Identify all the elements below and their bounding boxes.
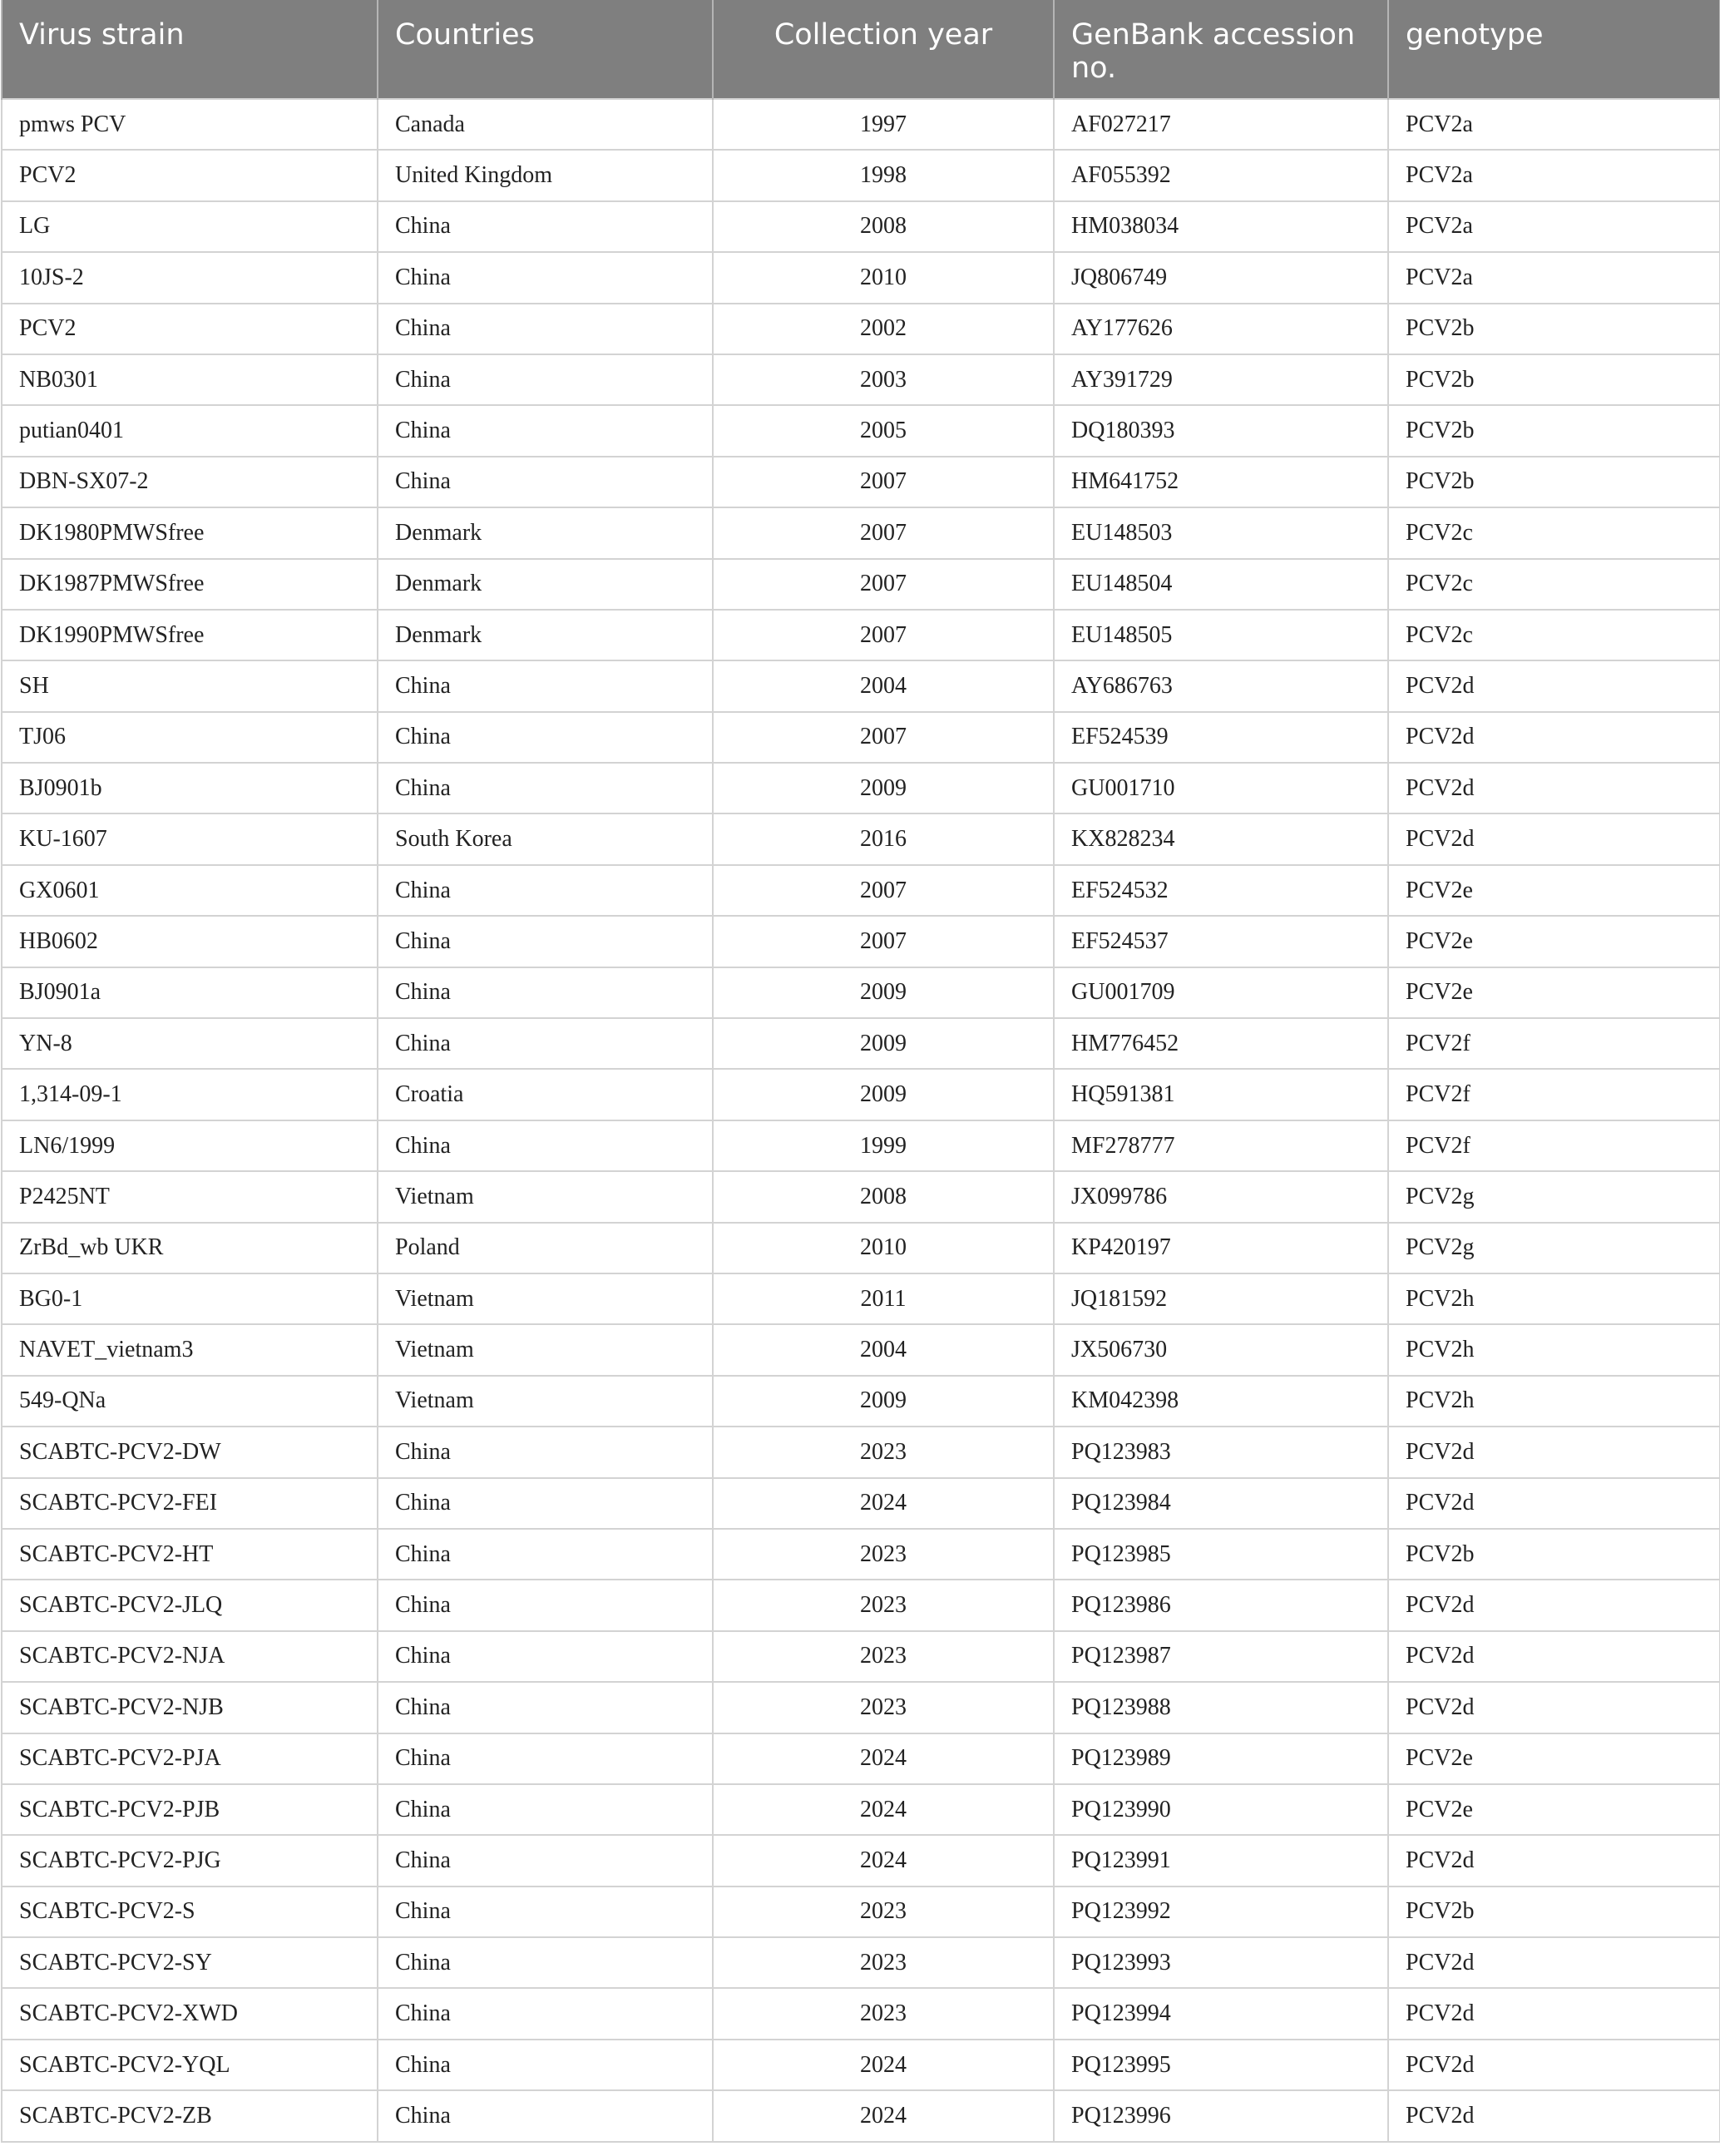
table-row [2,304,1720,354]
genotype-cell: PCV2b [1388,354,1720,405]
table-row [2,1988,1720,2039]
country-cell: China [378,865,713,916]
genbank-accession-cell: EF524539 [1054,712,1388,763]
country-cell: China [378,1988,713,2039]
table-row [2,405,1720,456]
collection-year-cell: 2023 [713,1682,1054,1733]
country-cell: Denmark [378,559,713,610]
collection-year-cell: 2023 [713,1886,1054,1937]
genbank-accession-cell: JX099786 [1054,1171,1388,1222]
country-cell: Vietnam [378,1171,713,1222]
collection-year-cell: 2016 [713,813,1054,864]
genotype-cell: PCV2b [1388,457,1720,507]
country-cell: China [378,252,713,303]
genbank-accession-cell: HM776452 [1054,1018,1388,1069]
genbank-accession-cell: KP420197 [1054,1223,1388,1273]
table-row [2,1376,1720,1427]
collection-year-cell: 2005 [713,405,1054,456]
virus-strain-cell: YN-8 [2,1018,378,1069]
country-cell: South Korea [378,813,713,864]
virus-strain-cell: DK1990PMWSfree [2,610,378,660]
genotype-cell: PCV2d [1388,1427,1720,1477]
collection-year-cell: 2007 [713,916,1054,967]
genbank-accession-cell: HQ591381 [1054,1069,1388,1120]
genbank-accession-cell: PQ123989 [1054,1733,1388,1784]
genbank-accession-cell: PQ123987 [1054,1631,1388,1682]
genotype-cell: PCV2f [1388,1069,1720,1120]
virus-strain-cell: P2425NT [2,1171,378,1222]
genotype-cell: PCV2d [1388,813,1720,864]
collection-year-cell: 2023 [713,1529,1054,1580]
collection-year-cell: 2023 [713,1937,1054,1988]
virus-strain-cell: SCABTC-PCV2-PJA [2,1733,378,1784]
genbank-accession-cell: JQ806749 [1054,252,1388,303]
genotype-cell: PCV2d [1388,1682,1720,1733]
genbank-accession-cell: HM038034 [1054,201,1388,252]
header-genbank-accession: GenBank accession no. [1054,0,1388,99]
table-row [2,660,1720,711]
virus-strain-cell: LG [2,201,378,252]
genbank-accession-cell: PQ123995 [1054,2040,1388,2090]
collection-year-cell: 2003 [713,354,1054,405]
table-row [2,99,1720,150]
header-collection-year: Collection year [713,0,1054,99]
collection-year-cell: 2024 [713,1733,1054,1784]
virus-strain-cell: SH [2,660,378,711]
table-row [2,457,1720,507]
collection-year-cell: 2009 [713,763,1054,813]
country-cell: Vietnam [378,1324,713,1375]
genotype-cell: PCV2c [1388,610,1720,660]
table-row [2,916,1720,967]
genotype-cell: PCV2h [1388,1376,1720,1427]
genotype-cell: PCV2a [1388,201,1720,252]
virus-strain-cell: SCABTC-PCV2-SY [2,1937,378,1988]
genbank-accession-cell: PQ123993 [1054,1937,1388,1988]
genbank-accession-cell: PQ123988 [1054,1682,1388,1733]
country-cell: China [378,763,713,813]
table-row [2,1835,1720,1886]
table-row [2,1324,1720,1375]
country-cell: Vietnam [378,1273,713,1324]
genotype-cell: PCV2e [1388,1784,1720,1835]
genotype-cell: PCV2e [1388,967,1720,1018]
collection-year-cell: 2024 [713,2040,1054,2090]
table-row [2,1682,1720,1733]
genbank-accession-cell: JQ181592 [1054,1273,1388,1324]
collection-year-cell: 2009 [713,1069,1054,1120]
virus-strain-cell: SCABTC-PCV2-NJA [2,1631,378,1682]
country-cell: China [378,405,713,456]
genotype-cell: PCV2f [1388,1018,1720,1069]
virus-strain-cell: DK1980PMWSfree [2,507,378,558]
collection-year-cell: 2009 [713,1018,1054,1069]
virus-strain-cell: SCABTC-PCV2-JLQ [2,1580,378,1630]
table-row [2,2090,1720,2141]
virus-strain-cell: LN6/1999 [2,1120,378,1171]
table-row [2,2040,1720,2090]
country-cell: Canada [378,99,713,150]
virus-strain-cell: DK1987PMWSfree [2,559,378,610]
genbank-accession-cell: GU001709 [1054,967,1388,1018]
virus-strain-cell: PCV2 [2,150,378,200]
table-row [2,1223,1720,1273]
genotype-cell: PCV2a [1388,252,1720,303]
genbank-accession-cell: KM042398 [1054,1376,1388,1427]
genbank-accession-cell: EF524537 [1054,916,1388,967]
country-cell: China [378,1580,713,1630]
genotype-cell: PCV2a [1388,99,1720,150]
collection-year-cell: 2024 [713,2090,1054,2141]
genbank-accession-cell: EF524532 [1054,865,1388,916]
genotype-cell: PCV2c [1388,559,1720,610]
virus-strain-table [1,0,1720,2143]
table-row [2,1580,1720,1630]
country-cell: China [378,712,713,763]
table-row [2,507,1720,558]
table-row [2,559,1720,610]
table-row [2,354,1720,405]
genbank-accession-cell: AY391729 [1054,354,1388,405]
table-row [2,1784,1720,1835]
collection-year-cell: 2009 [713,1376,1054,1427]
genotype-cell: PCV2d [1388,2040,1720,2090]
country-cell: China [378,916,713,967]
table-row [2,1478,1720,1529]
country-cell: China [378,304,713,354]
header-virus-strain: Virus strain [2,0,378,99]
table-row [2,1069,1720,1120]
table-row [2,150,1720,200]
collection-year-cell: 2024 [713,1478,1054,1529]
virus-strain-cell: SCABTC-PCV2-YQL [2,2040,378,2090]
collection-year-cell: 2024 [713,1835,1054,1886]
genotype-cell: PCV2d [1388,712,1720,763]
virus-strain-cell: BG0-1 [2,1273,378,1324]
table-body [2,99,1720,2142]
country-cell: China [378,1682,713,1733]
table-row [2,1171,1720,1222]
collection-year-cell: 2004 [713,660,1054,711]
virus-strain-cell: pmws PCV [2,99,378,150]
country-cell: Croatia [378,1069,713,1120]
country-cell: China [378,1733,713,1784]
virus-strain-cell: SCABTC-PCV2-HT [2,1529,378,1580]
table-row [2,1120,1720,1171]
table-row [2,967,1720,1018]
genotype-cell: PCV2g [1388,1171,1720,1222]
table-row [2,813,1720,864]
collection-year-cell: 2008 [713,1171,1054,1222]
genotype-cell: PCV2b [1388,304,1720,354]
header-row [2,0,1720,99]
virus-strain-cell: PCV2 [2,304,378,354]
genbank-accession-cell: AF055392 [1054,150,1388,200]
collection-year-cell: 2007 [713,712,1054,763]
country-cell: Vietnam [378,1376,713,1427]
country-cell: China [378,1886,713,1937]
virus-strain-cell: 549-QNa [2,1376,378,1427]
genbank-accession-cell: PQ123992 [1054,1886,1388,1937]
collection-year-cell: 2010 [713,252,1054,303]
virus-strain-cell: 1,314-09-1 [2,1069,378,1120]
country-cell: China [378,1835,713,1886]
genbank-accession-cell: PQ123990 [1054,1784,1388,1835]
genbank-accession-cell: AF027217 [1054,99,1388,150]
country-cell: China [378,354,713,405]
genotype-cell: PCV2c [1388,507,1720,558]
collection-year-cell: 2010 [713,1223,1054,1273]
genbank-accession-cell: JX506730 [1054,1324,1388,1375]
genbank-accession-cell: EU148505 [1054,610,1388,660]
genotype-cell: PCV2d [1388,763,1720,813]
country-cell: Denmark [378,610,713,660]
virus-strain-cell: putian0401 [2,405,378,456]
country-cell: Poland [378,1223,713,1273]
genbank-accession-cell: DQ180393 [1054,405,1388,456]
country-cell: China [378,1784,713,1835]
collection-year-cell: 2007 [713,507,1054,558]
genbank-accession-cell: PQ123991 [1054,1835,1388,1886]
country-cell: China [378,2090,713,2141]
virus-strain-cell: SCABTC-PCV2-DW [2,1427,378,1477]
genotype-cell: PCV2d [1388,1631,1720,1682]
collection-year-cell: 1999 [713,1120,1054,1171]
collection-year-cell: 2023 [713,1427,1054,1477]
country-cell: China [378,1631,713,1682]
virus-strain-cell: NB0301 [2,354,378,405]
collection-year-cell: 2007 [713,457,1054,507]
genotype-cell: PCV2e [1388,865,1720,916]
genotype-cell: PCV2d [1388,1580,1720,1630]
virus-strain-cell: SCABTC-PCV2-ZB [2,2090,378,2141]
genbank-accession-cell: EU148503 [1054,507,1388,558]
genotype-cell: PCV2d [1388,1478,1720,1529]
genbank-accession-cell: PQ123983 [1054,1427,1388,1477]
genbank-accession-cell: AY177626 [1054,304,1388,354]
collection-year-cell: 2023 [713,1580,1054,1630]
country-cell: Denmark [378,507,713,558]
virus-strain-cell: BJ0901b [2,763,378,813]
virus-strain-cell: DBN-SX07-2 [2,457,378,507]
genbank-accession-cell: PQ123996 [1054,2090,1388,2141]
table-row [2,1937,1720,1988]
country-cell: China [378,1529,713,1580]
table-row [2,252,1720,303]
genbank-accession-cell: HM641752 [1054,457,1388,507]
country-cell: China [378,967,713,1018]
genotype-cell: PCV2e [1388,1733,1720,1784]
virus-strain-cell: NAVET_vietnam3 [2,1324,378,1375]
table-row [2,201,1720,252]
genbank-accession-cell: KX828234 [1054,813,1388,864]
collection-year-cell: 2008 [713,201,1054,252]
virus-strain-cell: TJ06 [2,712,378,763]
virus-strain-cell: SCABTC-PCV2-PJG [2,1835,378,1886]
country-cell: China [378,1120,713,1171]
genotype-cell: PCV2d [1388,1937,1720,1988]
table-row [2,1427,1720,1477]
genotype-cell: PCV2h [1388,1324,1720,1375]
header-genotype: genotype [1388,0,1720,99]
header-countries: Countries [378,0,713,99]
country-cell: China [378,457,713,507]
genbank-accession-cell: AY686763 [1054,660,1388,711]
genotype-cell: PCV2a [1388,150,1720,200]
genbank-accession-cell: PQ123985 [1054,1529,1388,1580]
collection-year-cell: 1997 [713,99,1054,150]
country-cell: China [378,1937,713,1988]
collection-year-cell: 2002 [713,304,1054,354]
collection-year-cell: 2009 [713,967,1054,1018]
virus-strain-cell: GX0601 [2,865,378,916]
genbank-accession-cell: EU148504 [1054,559,1388,610]
genotype-cell: PCV2b [1388,405,1720,456]
table-row [2,1886,1720,1937]
table-row [2,763,1720,813]
collection-year-cell: 2004 [713,1324,1054,1375]
genotype-cell: PCV2g [1388,1223,1720,1273]
table-row [2,1529,1720,1580]
collection-year-cell: 2024 [713,1784,1054,1835]
table-row [2,1631,1720,1682]
virus-strain-cell: ZrBd_wb UKR [2,1223,378,1273]
genotype-cell: PCV2f [1388,1120,1720,1171]
virus-strain-cell: KU-1607 [2,813,378,864]
genotype-cell: PCV2d [1388,1988,1720,2039]
country-cell: China [378,1478,713,1529]
genotype-cell: PCV2d [1388,2090,1720,2141]
collection-year-cell: 2007 [713,559,1054,610]
country-cell: United Kingdom [378,150,713,200]
table-row [2,865,1720,916]
collection-year-cell: 2011 [713,1273,1054,1324]
genbank-accession-cell: PQ123984 [1054,1478,1388,1529]
genotype-cell: PCV2b [1388,1886,1720,1937]
country-cell: China [378,2040,713,2090]
genotype-cell: PCV2e [1388,916,1720,967]
virus-strain-cell: 10JS-2 [2,252,378,303]
collection-year-cell: 2023 [713,1631,1054,1682]
virus-strain-cell: SCABTC-PCV2-NJB [2,1682,378,1733]
genbank-accession-cell: MF278777 [1054,1120,1388,1171]
country-cell: China [378,1427,713,1477]
virus-strain-cell: BJ0901a [2,967,378,1018]
genotype-cell: PCV2b [1388,1529,1720,1580]
virus-strain-cell: SCABTC-PCV2-S [2,1886,378,1937]
table-row [2,712,1720,763]
collection-year-cell: 1998 [713,150,1054,200]
genotype-cell: PCV2h [1388,1273,1720,1324]
table-row [2,1733,1720,1784]
genbank-accession-cell: PQ123986 [1054,1580,1388,1630]
table-row [2,610,1720,660]
collection-year-cell: 2007 [713,610,1054,660]
virus-strain-cell: SCABTC-PCV2-XWD [2,1988,378,2039]
country-cell: China [378,1018,713,1069]
table-row [2,1018,1720,1069]
table-row [2,1273,1720,1324]
country-cell: China [378,660,713,711]
genotype-cell: PCV2d [1388,660,1720,711]
country-cell: China [378,201,713,252]
collection-year-cell: 2023 [713,1988,1054,2039]
genbank-accession-cell: PQ123994 [1054,1988,1388,2039]
virus-strain-cell: HB0602 [2,916,378,967]
collection-year-cell: 2007 [713,865,1054,916]
genbank-accession-cell: GU001710 [1054,763,1388,813]
genotype-cell: PCV2d [1388,1835,1720,1886]
virus-strain-cell: SCABTC-PCV2-PJB [2,1784,378,1835]
virus-strain-cell: SCABTC-PCV2-FEI [2,1478,378,1529]
